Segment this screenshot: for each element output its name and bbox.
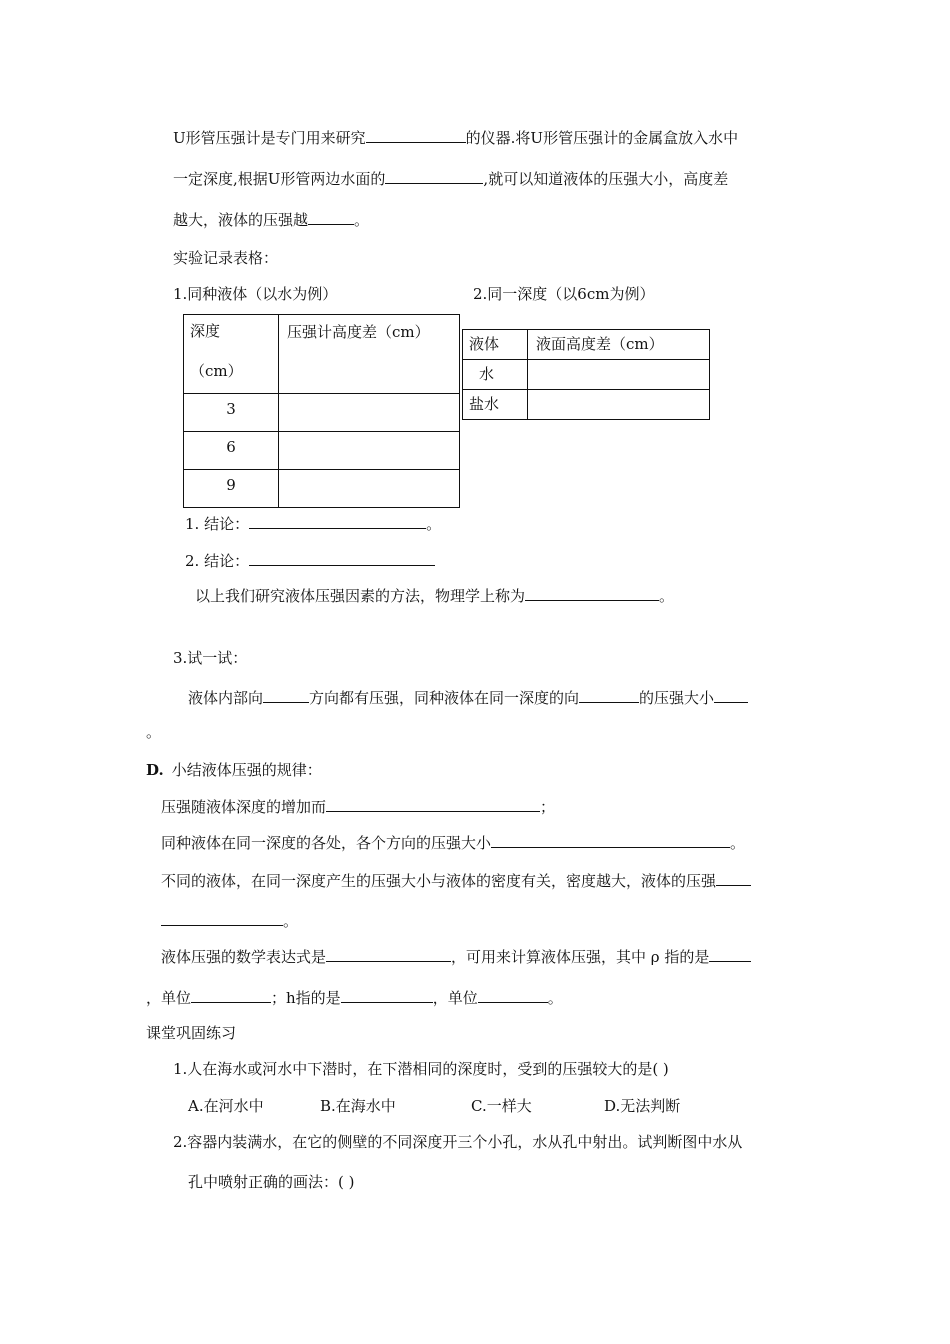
question-1-option-c[interactable]: C.一样大 (471, 1097, 532, 1115)
intro-line-1: U形管压强计是专门用来研究 的仪器.将U形管压强计的金属盒放入水中 (173, 129, 739, 147)
try-title: 3.试一试： (173, 649, 248, 667)
blank-field[interactable] (714, 687, 748, 703)
summary-rule-3-cont: 。 (161, 910, 298, 931)
summary-rule-3: 不同的液体，在同一深度产生的压强大小与液体的密度有关，密度越大，液体的压强 (161, 870, 751, 891)
summary-rule-5: ，单位 ；h指的是 ，单位 。 (146, 989, 563, 1007)
intro-line-2: 一定深度,根据U形管两边水面的 ,就可以知道液体的压强大小，高度差 (173, 170, 729, 188)
question-2-cont: 孔中喷射正确的画法：( ) (188, 1173, 355, 1191)
summary-rule-4: 液体压强的数学表达式是 ，可用来计算液体压强，其中 ρ 指的是 (161, 946, 751, 967)
depth-header: 深度 （cm） (184, 315, 279, 394)
input-cell[interactable] (279, 470, 460, 508)
table-row (463, 360, 710, 390)
table1-caption: 1.同种液体（以水为例） (173, 285, 338, 303)
height-header: 压强计高度差（cm） (279, 315, 460, 394)
blank-field[interactable] (263, 687, 309, 703)
question-1-option-a[interactable]: A.在河水中 (188, 1097, 264, 1115)
depth-cell: 9 (184, 470, 279, 508)
blank-field[interactable] (341, 987, 433, 1003)
blank-field[interactable] (191, 987, 271, 1003)
liquid-cell: 盐水 (463, 390, 528, 420)
blank-field[interactable] (525, 585, 659, 601)
record-title: 实验记录表格： (173, 249, 279, 267)
table-row (184, 470, 460, 508)
blank-field[interactable] (326, 946, 451, 962)
table2-caption: 2.同一深度（以6cm为例） (473, 285, 655, 303)
table-row (184, 394, 460, 432)
blank-field[interactable] (709, 946, 751, 962)
liquid-header: 液体 (463, 330, 528, 360)
input-cell[interactable] (528, 360, 710, 390)
depth-cell: 6 (184, 432, 279, 470)
input-cell[interactable] (528, 390, 710, 420)
blank-field[interactable] (161, 910, 283, 926)
blank-field[interactable] (366, 127, 466, 143)
input-cell[interactable] (279, 432, 460, 470)
blank-field[interactable] (579, 687, 639, 703)
summary-heading: D. 小结液体压强的规律： (146, 761, 322, 779)
level-header: 液面高度差（cm） (528, 330, 710, 360)
conclusion-1: 1. 结论： 。 (185, 515, 442, 533)
question-1-option-b[interactable]: B.在海水中 (320, 1097, 396, 1115)
method-line: 以上我们研究液体压强因素的方法，物理学上称为 。 (195, 587, 675, 605)
summary-rule-1: 压强随液体深度的增加而 ； (161, 798, 556, 816)
intro-line-3: 越大，液体的压强越 。 (173, 211, 370, 229)
liquid-cell: 水 (463, 360, 528, 390)
practice-title: 课堂巩固练习 (146, 1024, 237, 1042)
blank-field[interactable] (249, 550, 435, 566)
question-1: 1.人在海水或河水中下潜时，在下潜相同的深度时，受到的压强较大的是( ) (173, 1060, 669, 1078)
try-line: 液体内部向 方向都有压强，同种液体在同一深度的向 的压强大小 (188, 687, 748, 708)
blank-field[interactable] (385, 168, 483, 184)
summary-rule-2: 同种液体在同一深度的各处，各个方向的压强大小 。 (161, 834, 746, 852)
try-end: 。 (146, 723, 162, 741)
blank-field[interactable] (308, 209, 354, 225)
conclusion-2: 2. 结论： (185, 550, 435, 571)
depth-table (183, 314, 460, 508)
liquid-table (462, 329, 710, 420)
table-row (463, 390, 710, 420)
blank-field[interactable] (249, 513, 426, 529)
blank-field[interactable] (716, 870, 751, 886)
blank-field[interactable] (478, 987, 548, 1003)
question-1-option-d[interactable]: D.无法判断 (604, 1097, 681, 1115)
blank-field[interactable] (491, 832, 730, 848)
blank-field[interactable] (326, 796, 540, 812)
question-2: 2.容器内装满水，在它的侧壁的不同深度开三个小孔，水从孔中射出。试判断图中水从 (173, 1133, 743, 1151)
input-cell[interactable] (279, 394, 460, 432)
depth-cell: 3 (184, 394, 279, 432)
table-row (184, 432, 460, 470)
